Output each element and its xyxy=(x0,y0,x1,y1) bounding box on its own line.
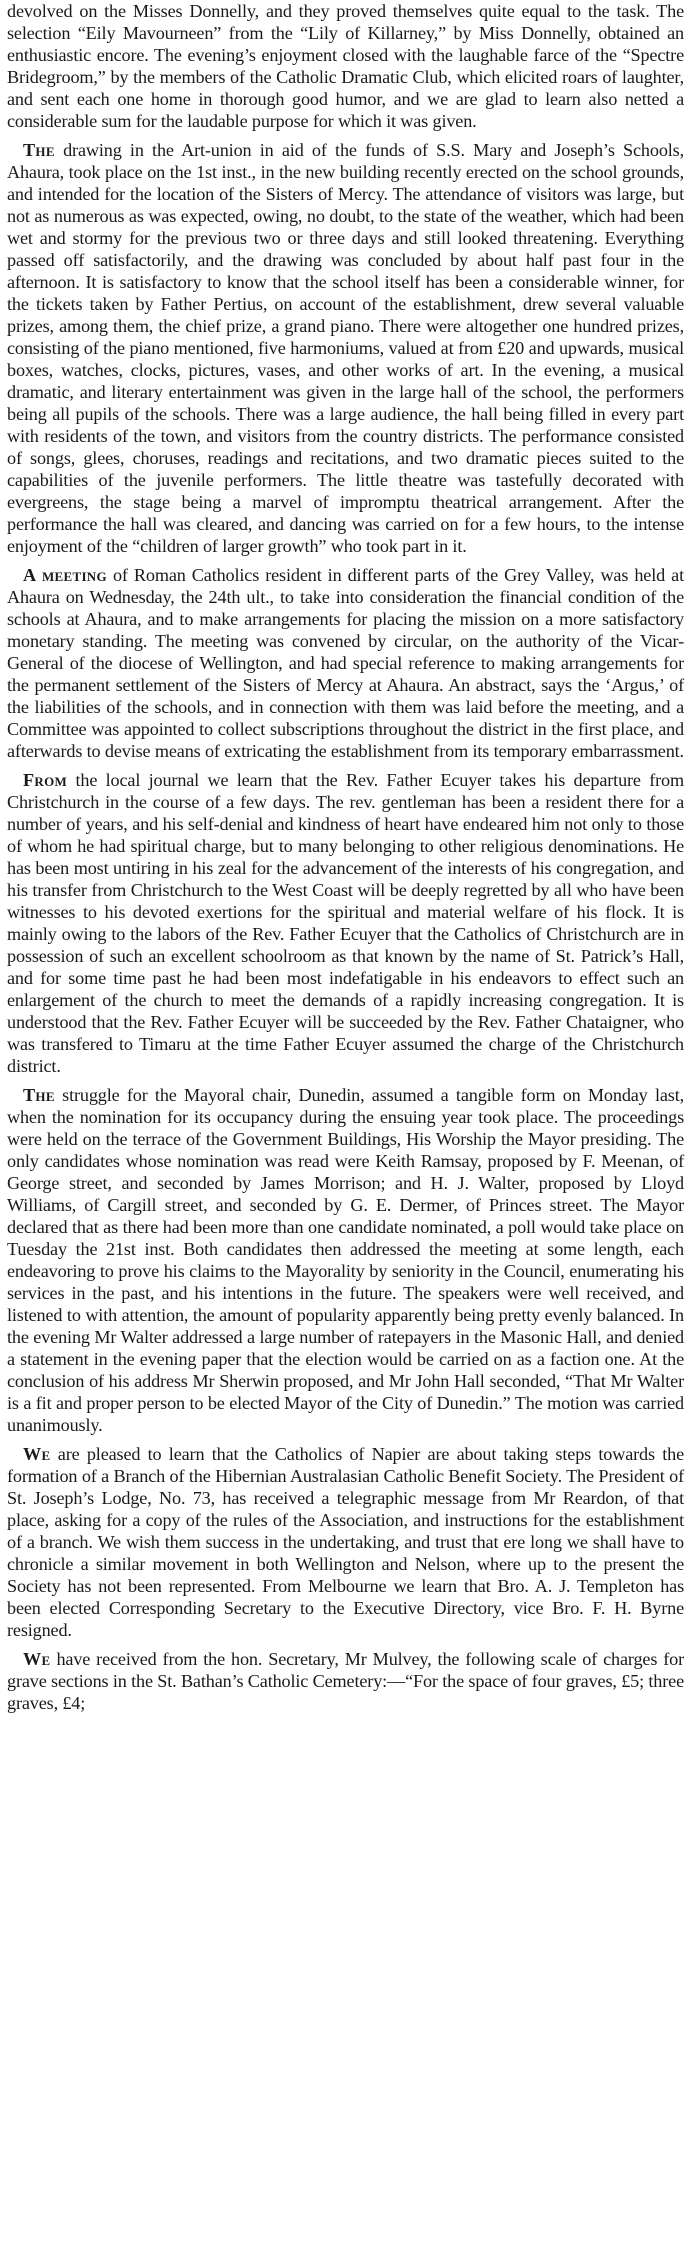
paragraph-text: drawing in the Art-union in aid of the funds of S.S. Mary and Joseph’s Schools, Ahaura, took place on the 1st inst., in the new building recently erected on the school grounds, and intended for the location of the Sisters of Mercy. The attendance of visitors was large, but not as numerous as was expected, owing, no doubt, to the state of the weather, which had been wet and stormy for the previous two or three days and still looked threatening. Everything passed off satisfactorily, and the drawing was concluded by about half past four in the afternoon. It is satisfactory to know that the school itself has been a considerable winner, for the tickets taken by Father Pertius, on account of the establishment, drew several valuable prizes, among them, the chief prize, a grand piano. There were altogether one hundred prizes, consisting of the piano mentioned, five harmoniums, valued at from £20 and upwards, musical boxes, watches, clocks, pictures, vases, and other works of art. In the evening, a musical dramatic, and literary entertainment was given in the large hall of the school, the performers being all pupils of the schools. There was a large audience, the hall being filled in every part with residents of the town, and visitors from the country districts. The performance consisted of songs, glees, choruses, readings and recitations, and two dramatic pieces suited to the capabilities of the juvenile performers. The little theatre was tastefully decorated with evergreens, the stage being a marvel of impromptu theatrical arrangement. After the performance the hall was cleared, and dancing was carried on for a few hours, to the intense enjoyment of the “children of larger growth” who took part in it. xyxy=(7,140,684,556)
paragraph-art-union xyxy=(7,139,684,557)
paragraph-text: have received from the hon. Secretary, Mr Mulvey, the following scale of charges for grave sections in the St. Bathan’s Catholic Cemetery:—“For the space of four graves, £5; three graves, £4; xyxy=(7,1649,684,1713)
paragraph-lead: We xyxy=(23,1649,51,1669)
paragraph-cemetery-charges xyxy=(7,1648,684,1714)
paragraph-text: the local journal we learn that the Rev. Father Ecuyer takes his departure from Christchurch in the course of a few days. The rev. gentleman has been a resident there for a number of years, and his self-denial and kindness of heart have endeared him not only to those of whom he had spiritual charge, but to many belonging to other religious denominations. He has been most untiring in his zeal for the advancement of the interests of his congregation, and his transfer from Christchurch to the West Coast will be deeply regretted by all who have been witnesses to his devoted exertions for the spiritual and material welfare of his flock. It is mainly owing to the labors of the Rev. Father Ecuyer that the Catholics of Christchurch are in possession of such an excellent schoolroom as that known by the name of St. Patrick’s Hall, and for some time past he had been most indefatigable in his endeavors to effect such an enlargement of the church to meet the demands of a rapidly increasing congregation. It is understood that the Rev. Father Ecuyer will be succeeded by the Rev. Father Chataigner, who was transfered to Timaru at the time Father Ecuyer assumed the charge of the Christchurch district. xyxy=(7,770,684,1076)
paragraph-text: struggle for the Mayoral chair, Dunedin, assumed a tangible form on Monday last, when the nomination for its occupancy during the ensuing year took place. The proceedings were held on the terrace of the Government Buildings, His Worship the Mayor presiding. The only candidates whose nomination was read were Keith Ramsay, proposed by F. Meenan, of George street, and seconded by James Morrison; and H. J. Walter, proposed by Lloyd Williams, of Cargill street, and seconded by G. E. Dermer, of Princes street. The Mayor declared that as there had been more than one candidate nominated, a poll would take place on Tuesday the 21st inst. Both candidates then addressed the meeting at some length, each endeavoring to prove his claims to the Mayorality by seniority in the Council, enumerating his services in the past, and his intentions in the future. The speakers were well received, and listened to with attention, the amount of popularity apparently being pretty evenly balanced. In the evening Mr Walter addressed a large number of ratepayers in the Masonic Hall, and denied a statement in the evening paper that the election would be carried on as a faction one. At the conclusion of his address Mr Sherwin proposed, and Mr John Hall seconded, “That Mr Walter is a fit and proper person to be elected Mayor of the City of Dunedin.” The motion was carried unanimously. xyxy=(7,1085,684,1435)
paragraph-text: of Roman Catholics resident in different parts of the Grey Valley, was held at Ahaura on Wednesday, the 24th ult., to take into consideration the financial condition of the schools at Ahaura, and to make arrangements for placing the mission on a more satisfactory monetary standing. The meeting was convened by circular, on the authority of the Vicar-General of the diocese of Wellington, and had special reference to making arrangements for the permanent settlement of the Sisters of Mercy at Ahaura. An abstract, says the ‘Argus,’ of the liabilities of the schools, and in connection with them was laid before the meeting, and a Committee was appointed to collect subscriptions throughout the district in the first place, and afterwards to devise means of extricating the establishment from its temporary embarrassment. xyxy=(7,565,684,761)
paragraph-lead: The xyxy=(23,140,55,160)
paragraph-grey-valley-meeting xyxy=(7,564,684,762)
paragraph-mayoral-chair xyxy=(7,1084,684,1436)
paragraph-lead: The xyxy=(23,1085,55,1105)
paragraph-lead: A meeting xyxy=(23,565,107,585)
paragraph-father-ecuyer xyxy=(7,769,684,1077)
paragraph-lead: From xyxy=(23,770,68,790)
paragraph-lead: We xyxy=(23,1444,51,1464)
paragraph-text: are pleased to learn that the Catholics of Napier are about taking steps towards the formation of a Branch of the Hibernian Australasian Catholic Benefit Society. The President of St. Joseph’s Lodge, No. 73, has received a telegraphic message from Mr Reardon, of that place, asking for a copy of the rules of the Association, and instructions for the establishment of a branch. We wish them success in the undertaking, and trust that ere long we shall have to chronicle a similar movement in both Wellington and Nelson, where up to the present the Society has not been represented. From Melbourne we learn that Bro. A. J. Templeton has been elected Corresponding Secretary to the Executive Directory, vice Bro. F. H. Byrne resigned. xyxy=(7,1444,684,1640)
paragraph-text: devolved on the Misses Donnelly, and they proved themselves quite equal to the task. The selection “Eily Mavourneen” from the “Lily of Killarney,” by Miss Donnelly, obtained an enthusiastic encore. The evening’s enjoyment closed with the laughable farce of the “Spectre Bridegroom,” by the members of the Catholic Dramatic Club, which elicited roars of laughter, and sent each one home in thorough good humor, and we are glad to learn also netted a considerable sum for the laudable purpose for which it was given. xyxy=(7,1,684,131)
paragraph-hibernian-society xyxy=(7,1443,684,1641)
paragraph-entertainment-continued xyxy=(7,0,684,132)
